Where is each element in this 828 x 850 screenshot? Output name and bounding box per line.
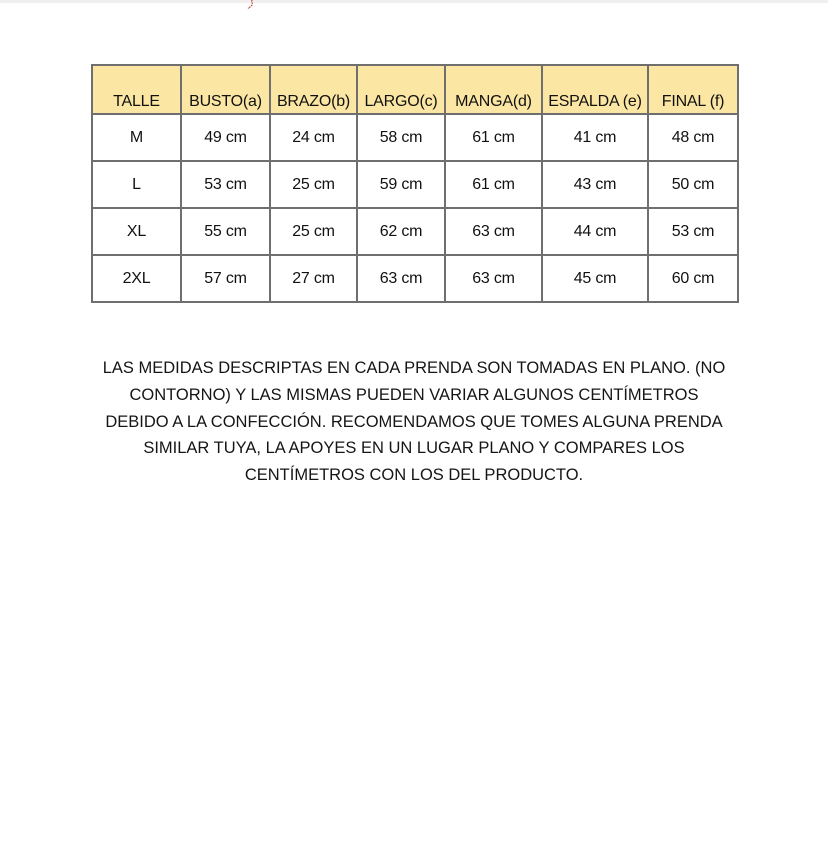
cell-final: 53 cm [648, 208, 738, 255]
cell-manga: 61 cm [445, 161, 542, 208]
cell-largo: 62 cm [357, 208, 445, 255]
cell-largo: 58 cm [357, 114, 445, 161]
cell-largo: 63 cm [357, 255, 445, 302]
measurement-note [92, 355, 736, 489]
cell-espalda: 45 cm [542, 255, 648, 302]
cell-brazo: 25 cm [270, 208, 357, 255]
red-scribble-mark [246, 0, 258, 10]
cell-final: 48 cm [648, 114, 738, 161]
table-row [92, 208, 738, 255]
cell-espalda: 44 cm [542, 208, 648, 255]
cell-brazo: 24 cm [270, 114, 357, 161]
top-edge-strip [0, 0, 828, 3]
header-final: FINAL (f) [648, 65, 738, 114]
note-line: LAS MEDIDAS DESCRIPTAS EN CADA PRENDA SON TOMADAS EN PLANO. (NO [102, 359, 726, 377]
table-header-row [92, 65, 738, 114]
cell-size: 2XL [92, 255, 181, 302]
header-talle: TALLE [92, 65, 181, 114]
note-line: DEBIDO A LA CONFECCIÓN. RECOMENDAMOS QUE TOMES ALGUNA PRENDA [105, 412, 723, 431]
cell-busto: 55 cm [181, 208, 270, 255]
header-brazo: BRAZO(b) [270, 65, 357, 114]
cell-busto: 57 cm [181, 255, 270, 302]
cell-size: XL [92, 208, 181, 255]
cell-largo: 59 cm [357, 161, 445, 208]
cell-espalda: 43 cm [542, 161, 648, 208]
cell-final: 60 cm [648, 255, 738, 302]
size-chart-table [91, 64, 739, 303]
cell-size: L [92, 161, 181, 208]
header-busto: BUSTO(a) [181, 65, 270, 114]
header-largo: LARGO(c) [357, 65, 445, 114]
table-row [92, 114, 738, 161]
note-line: CONTORNO) Y LAS MISMAS PUEDEN VARIAR ALGUNOS CENTÍMETROS [129, 385, 699, 404]
cell-size: M [92, 114, 181, 161]
table-row [92, 255, 738, 302]
cell-brazo: 27 cm [270, 255, 357, 302]
cell-brazo: 25 cm [270, 161, 357, 208]
header-espalda: ESPALDA (e) [542, 65, 648, 114]
cell-manga: 63 cm [445, 255, 542, 302]
cell-espalda: 41 cm [542, 114, 648, 161]
table-row [92, 161, 738, 208]
header-manga: MANGA(d) [445, 65, 542, 114]
cell-manga: 61 cm [445, 114, 542, 161]
cell-busto: 53 cm [181, 161, 270, 208]
note-line: CENTÍMETROS CON LOS DEL PRODUCTO. [244, 466, 584, 485]
cell-final: 50 cm [648, 161, 738, 208]
cell-manga: 63 cm [445, 208, 542, 255]
cell-busto: 49 cm [181, 114, 270, 161]
note-line: SIMILAR TUYA, LA APOYES EN UN LUGAR PLANO Y COMPARES LOS [143, 439, 685, 458]
